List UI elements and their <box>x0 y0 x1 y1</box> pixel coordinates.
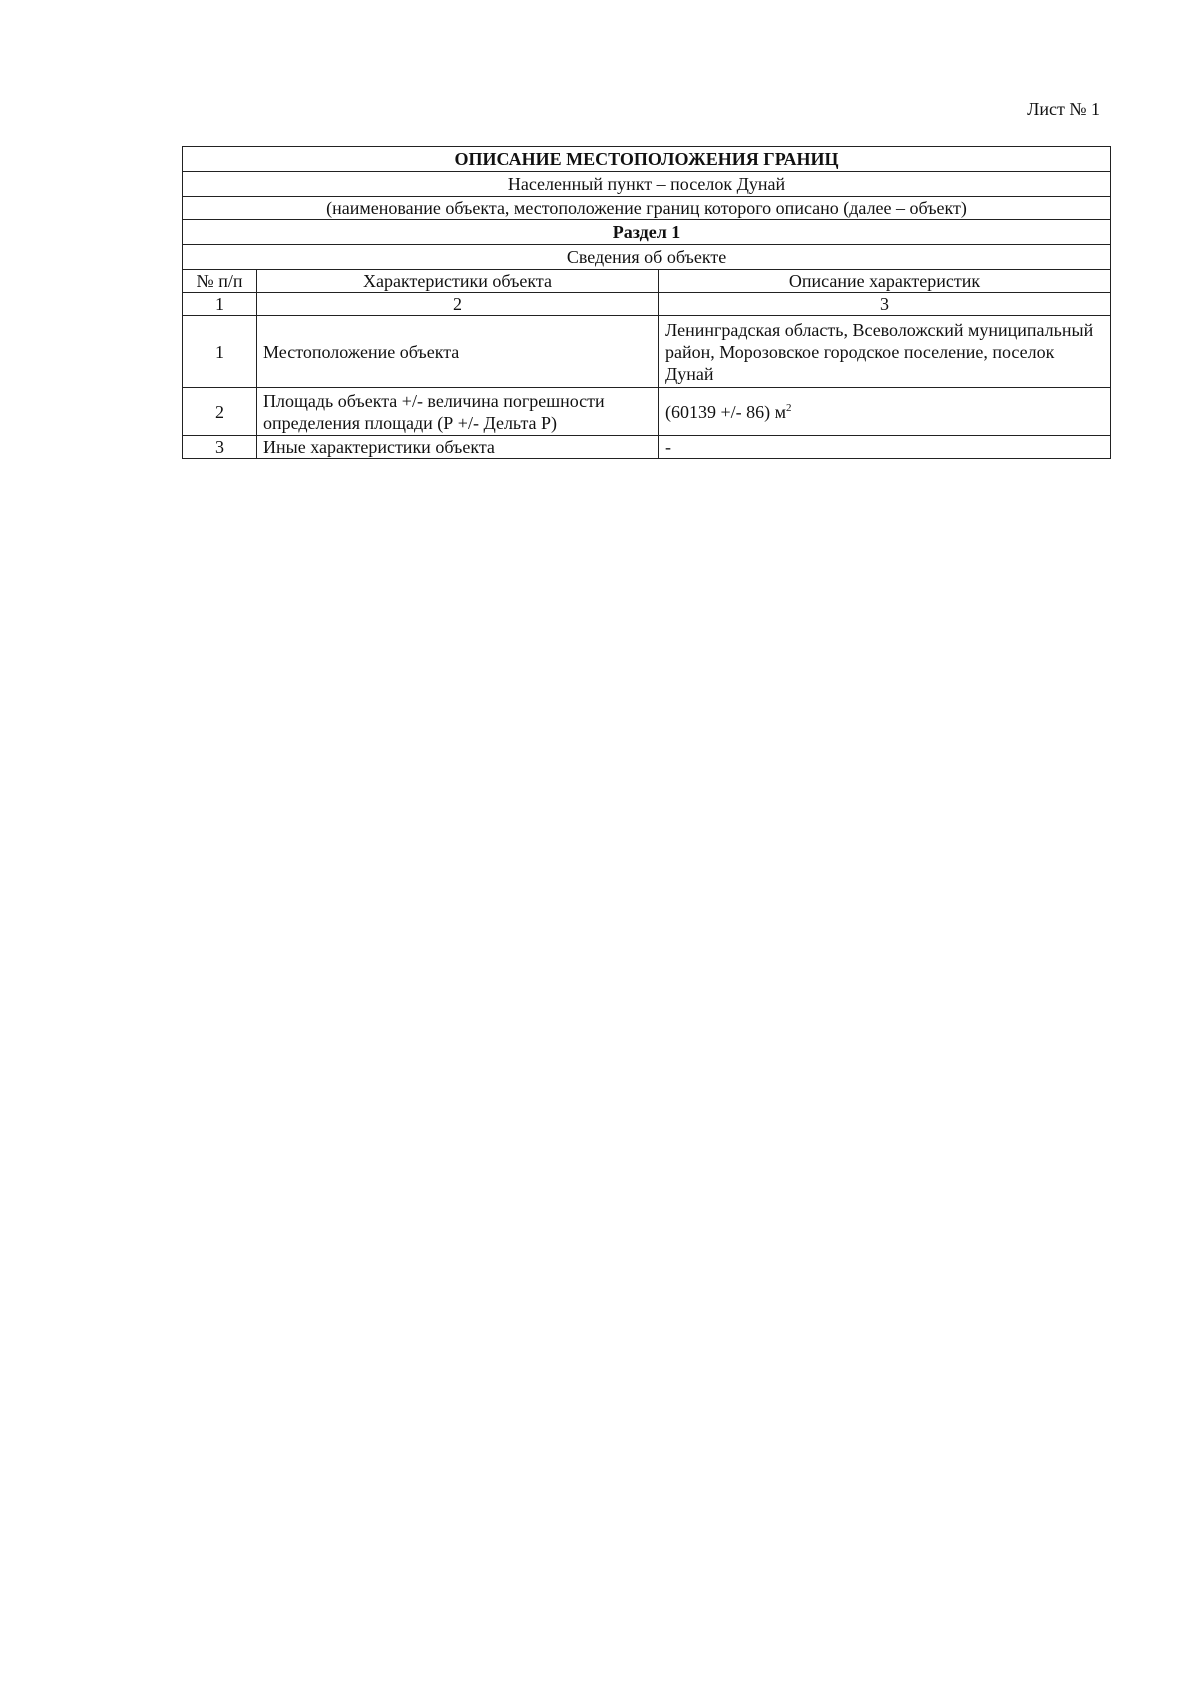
boundary-description-table <box>182 146 1111 459</box>
row-description: Ленинградская область, Всеволожский муниципальный район, Морозовское городское поселение, поселок Дунай <box>659 316 1111 388</box>
header-num: № п/п <box>183 270 257 293</box>
locality-name: Населенный пункт – поселок Дунай <box>183 172 1111 197</box>
table-row <box>183 388 1111 436</box>
row-characteristic: Площадь объекта +/- величина погрешности определения площади (Р +/- Дельта Р) <box>257 388 659 436</box>
row-number: 1 <box>183 316 257 388</box>
document-title: ОПИСАНИЕ МЕСТОПОЛОЖЕНИЯ ГРАНИЦ <box>183 147 1111 172</box>
table-header-row <box>183 270 1111 293</box>
row-number: 3 <box>183 436 257 459</box>
locality-caption: (наименование объекта, местоположение границ которого описано (далее – объект) <box>183 197 1111 220</box>
header-description: Описание характеристик <box>659 270 1111 293</box>
row-description <box>659 388 1111 436</box>
area-value: (60139 +/- 86) м <box>665 401 787 422</box>
column-number: 2 <box>257 293 659 316</box>
column-number: 3 <box>659 293 1111 316</box>
header-characteristic: Характеристики объекта <box>257 270 659 293</box>
row-characteristic: Местоположение объекта <box>257 316 659 388</box>
area-unit-exponent: 2 <box>786 401 792 414</box>
column-number: 1 <box>183 293 257 316</box>
table-row <box>183 436 1111 459</box>
section-subtitle: Сведения об объекте <box>183 245 1111 270</box>
table-row <box>183 316 1111 388</box>
row-description: - <box>659 436 1111 459</box>
column-number-row <box>183 293 1111 316</box>
row-number: 2 <box>183 388 257 436</box>
row-characteristic: Иные характеристики объекта <box>257 436 659 459</box>
section-title: Раздел 1 <box>183 220 1111 245</box>
sheet-number: Лист № 1 <box>1027 99 1100 119</box>
